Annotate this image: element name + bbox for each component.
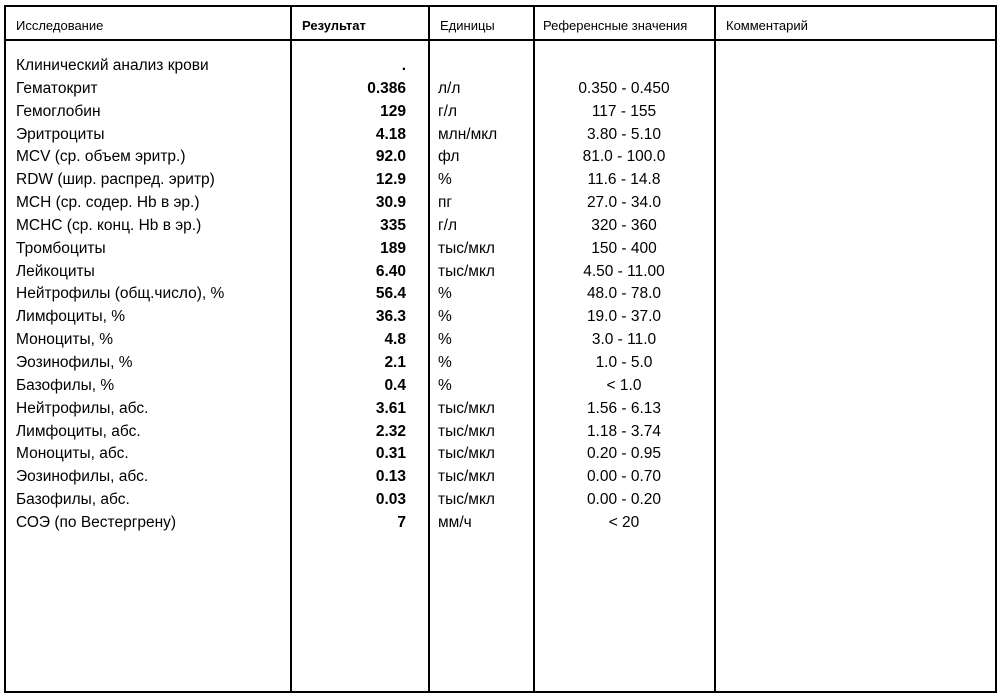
unit-value: % [438, 308, 452, 326]
header-units: Единицы [440, 18, 495, 33]
result-value: 129 [380, 102, 406, 120]
test-name: Эозинофилы, % [16, 353, 133, 371]
test-name: СОЭ (по Вестергрену) [16, 513, 177, 531]
test-name: MCHC (ср. конц. Hb в эр.) [16, 216, 202, 234]
reference-range: 0.350 - 0.450 [578, 79, 670, 97]
result-value: 4.18 [375, 125, 406, 143]
header-divider [6, 39, 995, 41]
reference-range: 0.20 - 0.95 [586, 445, 662, 463]
unit-value: тыс/мкл [438, 262, 495, 280]
unit-value: пг [438, 194, 453, 212]
table-row [6, 101, 995, 124]
test-name: RDW (шир. распред. эритр) [16, 171, 215, 189]
reference-range: 1.56 - 6.13 [586, 399, 662, 417]
unit-value: фл [438, 148, 460, 166]
unit-value: % [438, 285, 452, 303]
table-row [6, 238, 995, 261]
table-row [6, 283, 995, 306]
table-row [6, 329, 995, 352]
test-name: Лейкоциты [16, 262, 95, 280]
test-name: Нейтрофилы, абс. [16, 399, 149, 417]
header-comment: Комментарий [726, 18, 808, 33]
reference-range: 1.0 - 5.0 [595, 353, 653, 371]
test-name: Гематокрит [16, 79, 98, 97]
table-row [6, 352, 995, 375]
result-value: 2.1 [384, 353, 406, 371]
test-name: MCV (ср. объем эритр.) [16, 148, 186, 166]
unit-value: млн/мкл [438, 125, 498, 143]
reference-range: 4.50 - 11.00 [583, 262, 665, 280]
unit-value: % [438, 353, 452, 371]
test-name: Лимфоциты, абс. [16, 422, 141, 440]
reference-range: 117 - 155 [591, 102, 657, 120]
table-row [6, 169, 995, 192]
table-row [6, 421, 995, 444]
unit-value: тыс/мкл [438, 239, 495, 257]
unit-value: тыс/мкл [438, 445, 495, 463]
unit-value: мм/ч [438, 513, 472, 531]
table-row [6, 489, 995, 512]
unit-value: тыс/мкл [438, 468, 495, 486]
reference-range: 0.00 - 0.20 [586, 491, 662, 509]
test-name: MCH (ср. содер. Hb в эр.) [16, 194, 200, 212]
unit-value: тыс/мкл [438, 399, 495, 417]
reference-range: < 20 [608, 513, 640, 531]
reference-range: 3.80 - 5.10 [586, 125, 662, 143]
unit-value: тыс/мкл [438, 491, 495, 509]
table-row [6, 215, 995, 238]
table-row [6, 512, 995, 535]
table-row [6, 78, 995, 101]
reference-range: 150 - 400 [591, 239, 657, 257]
test-name: Моноциты, % [16, 331, 114, 349]
header-reference: Референсные значения [543, 18, 688, 33]
reference-range: 11.6 - 14.8 [587, 171, 661, 189]
reference-range: 3.0 - 11.0 [591, 331, 657, 349]
result-value: 56.4 [375, 285, 406, 303]
table-row [6, 192, 995, 215]
test-name: Эозинофилы, абс. [16, 468, 149, 486]
result-value: 7 [397, 513, 406, 531]
test-name: Базофилы, абс. [16, 491, 130, 509]
unit-value: г/л [438, 216, 458, 234]
test-name: Гемоглобин [16, 102, 101, 120]
unit-value: % [438, 331, 452, 349]
reference-range: 27.0 - 34.0 [586, 194, 662, 212]
result-value: 335 [380, 216, 406, 234]
result-value: 0.4 [384, 376, 406, 394]
unit-value: % [438, 376, 452, 394]
result-value: . [401, 57, 406, 74]
result-value: 3.61 [375, 399, 406, 417]
table-row [6, 146, 995, 169]
result-value: 189 [380, 239, 406, 257]
test-name: Клинический анализ крови [16, 57, 209, 74]
test-name: Нейтрофилы (общ.число), % [16, 285, 225, 303]
result-value: 12.9 [375, 171, 406, 189]
table-row [6, 55, 995, 78]
reference-range: 320 - 360 [591, 216, 657, 234]
result-value: 2.32 [375, 422, 406, 440]
header-result: Результат [302, 18, 366, 33]
table-row [6, 124, 995, 147]
unit-value: % [438, 171, 452, 189]
result-value: 30.9 [375, 194, 406, 212]
table-row [6, 398, 995, 421]
reference-range: 1.18 - 3.74 [586, 422, 662, 440]
result-value: 0.13 [375, 468, 406, 486]
test-name: Моноциты, абс. [16, 445, 129, 463]
result-value: 92.0 [375, 148, 406, 166]
test-name: Лимфоциты, % [16, 308, 126, 326]
test-name: Тромбоциты [16, 239, 106, 257]
reference-range: 0.00 - 0.70 [586, 468, 662, 486]
table-row [6, 375, 995, 398]
result-value: 0.03 [375, 491, 406, 509]
result-value: 36.3 [375, 308, 406, 326]
reference-range: < 1.0 [606, 376, 642, 394]
unit-value: л/л [438, 79, 461, 97]
result-value: 6.40 [375, 262, 406, 280]
results-table [4, 5, 997, 693]
test-name: Базофилы, % [16, 376, 115, 394]
test-name: Эритроциты [16, 125, 105, 143]
reference-range: 81.0 - 100.0 [582, 148, 666, 166]
reference-range: 19.0 - 37.0 [586, 308, 662, 326]
table-body [6, 55, 995, 535]
table-row [6, 306, 995, 329]
result-value: 0.31 [375, 445, 406, 463]
unit-value: тыс/мкл [438, 422, 495, 440]
table-row [6, 261, 995, 284]
result-value: 4.8 [384, 331, 406, 349]
unit-value: г/л [438, 102, 458, 120]
reference-range: 48.0 - 78.0 [586, 285, 662, 303]
header-test: Исследование [16, 18, 104, 33]
result-value: 0.386 [367, 79, 406, 97]
table-row [6, 443, 995, 466]
table-row [6, 466, 995, 489]
